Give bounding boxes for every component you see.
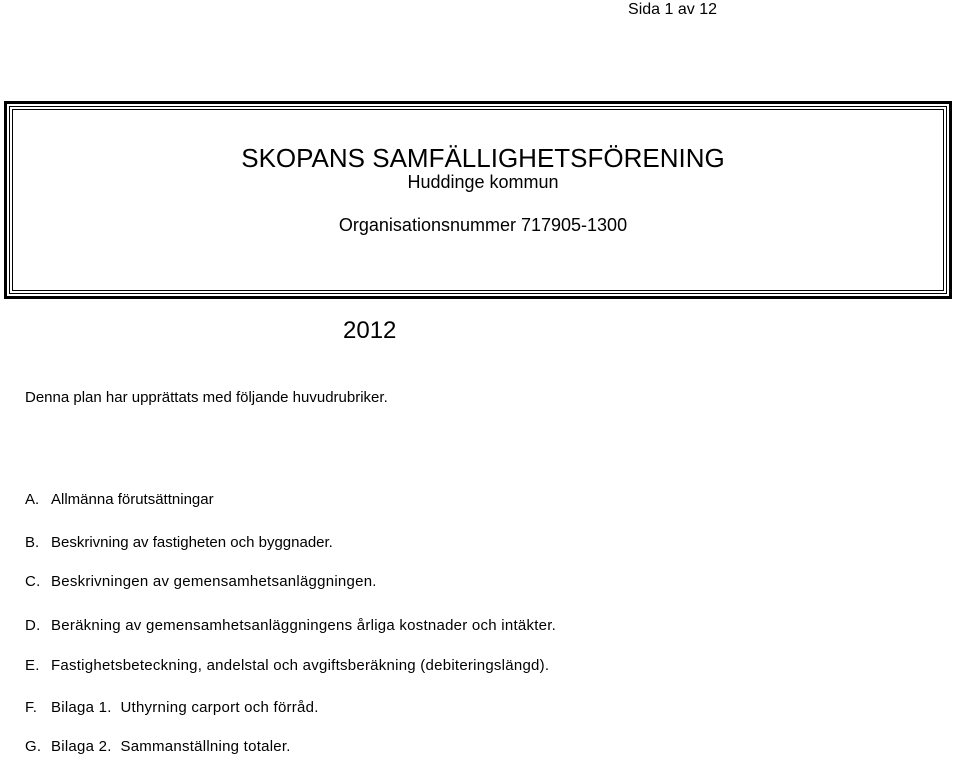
toc-text: Beräkning av gemensamhetsanläggningens årliga kostnader och intäkter.	[51, 617, 557, 634]
toc-item-f	[25, 699, 319, 717]
toc-letter: B.	[25, 534, 40, 551]
title-box-border	[9, 106, 947, 294]
plan-year: 2012	[343, 317, 397, 344]
toc-item-e	[25, 657, 549, 675]
toc-text: Beskrivningen av gemensamhetsanläggningen.	[51, 573, 377, 590]
toc-text: Fastighetsbeteckning, andelstal och avgiftsberäkning (debiteringslängd).	[51, 657, 550, 674]
toc-letter: G.	[25, 738, 42, 755]
toc-item-b	[25, 534, 333, 552]
toc-item-g	[25, 738, 291, 756]
toc-item-d	[25, 617, 556, 635]
toc-item-a	[25, 491, 214, 509]
toc-text: Allmänna förutsättningar	[51, 491, 214, 508]
title-box-inner-border	[12, 109, 944, 291]
toc-item-c	[25, 573, 377, 591]
toc-text: Bilaga 1. Uthyrning carport och förråd.	[51, 699, 319, 716]
toc-text: Bilaga 2. Sammanställning totaler.	[51, 738, 291, 755]
toc-letter: F.	[25, 699, 38, 716]
toc-letter: E.	[25, 657, 40, 674]
organization-number: Organisationsnummer 717905-1300	[338, 215, 628, 235]
organization-name: SKOPANS SAMFÄLLIGHETSFÖRENING	[241, 143, 725, 173]
toc-letter: D.	[25, 617, 41, 634]
toc-letter: A.	[25, 491, 40, 508]
toc-text: Beskrivning av fastigheten och byggnader.	[51, 534, 333, 551]
municipality: Huddinge kommun	[407, 172, 559, 192]
page-number: Sida 1 av 12	[628, 1, 717, 18]
intro-text: Denna plan har upprättats med följande huvudrubriker.	[25, 389, 388, 406]
title-box	[4, 101, 952, 299]
toc-letter: C.	[25, 573, 41, 590]
